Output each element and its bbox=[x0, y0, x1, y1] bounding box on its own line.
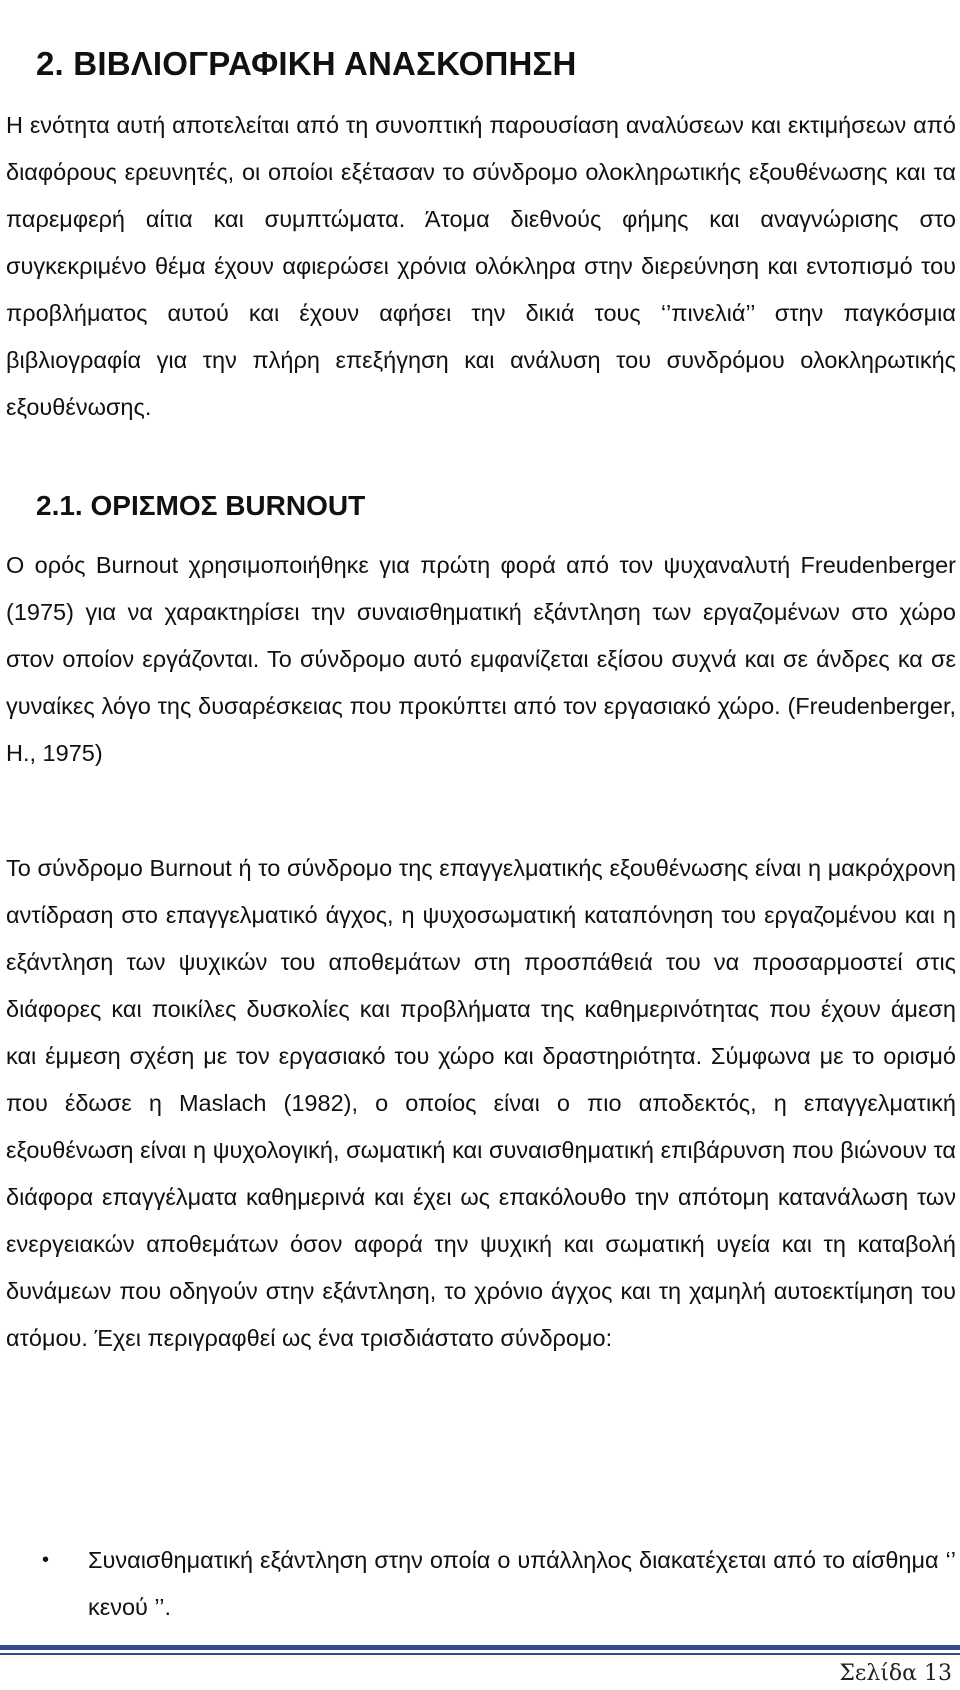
section-intro-paragraph: Η ενότητα αυτή αποτελείται από τη συνοπτική παρουσίαση αναλύσεων και εκτιμήσεων από διαφόρους ερευνητές, οι οποίοι εξέτασαν το σύνδρομο ολοκληρωτικής εξουθένωσης και τα παρεμφερή αίτια και συμπτώματα. Άτομα διεθνούς φήμης και αναγνώρισης στο συγκεκριμένο θέμα έχουν αφιερώσει χρόνια ολόκληρα στην διερεύνηση και εντοπισμό του προβλήματος αυτού και έχουν αφήσει την δικιά τους ‘’πινελιά’’ στην παγκόσμια βιβλιογραφία για την πλήρη επεξήγηση και ανάλυση του συνδρόμου ολοκληρωτικής εξουθένωσης. bbox=[6, 112, 956, 420]
bullet-icon: • bbox=[42, 1549, 50, 1571]
list-item bbox=[42, 1537, 956, 1631]
burnout-definition-paragraph: Ο ορός Burnout χρησιμοποιήθηκε για πρώτη φορά από τον ψυχαναλυτή Freudenberger (1975) για να χαρακτηρίσει την συναισθηματική εξάντληση των εργαζομένων στο χώρο στον οποίον εργάζονται. Το σύνδρομο αυτό εμφανίζεται εξίσου συχνά και σε άνδρες κα σε γυναίκες λόγο της δυσαρέσκειας που προκύπτει από τον εργασιακό χώρο. (Freudenberger, H., 1975) bbox=[6, 552, 956, 766]
section-title: 2. ΒΙΒΛΙΟΓΡΑΦΙΚΗ ΑΝΑΣΚΟΠΗΣΗ bbox=[36, 45, 577, 82]
page-number: Σελίδα 13 bbox=[839, 1661, 952, 1686]
subsection-title: 2.1. ΟΡΙΣΜΟΣ BURNOUT bbox=[36, 490, 366, 521]
list-item-text: Συναισθηματική εξάντληση στην οποία ο υπάλληλος διακατέχεται από το αίσθημα ‘’ κενού ’’. bbox=[88, 1547, 956, 1620]
footer-divider-thin bbox=[0, 1653, 960, 1655]
footer-divider bbox=[0, 1645, 960, 1650]
burnout-description-paragraph: Το σύνδρομο Burnout ή το σύνδρομο της επαγγελματικής εξουθένωσης είναι η μακρόχρονη αντίδραση στο επαγγελματικό άγχος, η ψυχοσωματική καταπόνηση του εργαζομένου και η εξάντληση των ψυχικών του αποθεμάτων στη προσπάθειά του να προσαρμοστεί στις διάφορες και ποικίλες δυσκολίες και προβλήματα της καθημερινότητας που έχουν άμεση και έμμεση σχέση με τον εργασιακό του χώρο και δραστηριότητα. Σύμφωνα με το ορισμό που έδωσε η Maslach (1982), ο οποίος είναι ο πιο αποδεκτός, η επαγγελματική εξουθένωση είναι η ψυχολογική, σωματική και συναισθηματική επιβάρυνση που βιώνουν τα διάφορα επαγγέλματα καθημερινά και έχει ως επακόλουθο την απότομη κατανάλωση των ενεργειακών αποθεμάτων όσον αφορά την ψυχική και σωματική υγεία και τη καταβολή δυνάμεων που οδηγούν στην εξάντληση, το χρόνιο άγχος και τη χαμηλή αυτοεκτίμηση του ατόμου. Έχει περιγραφθεί ως ένα τρισδιάστατο σύνδρομο: bbox=[6, 855, 956, 1351]
